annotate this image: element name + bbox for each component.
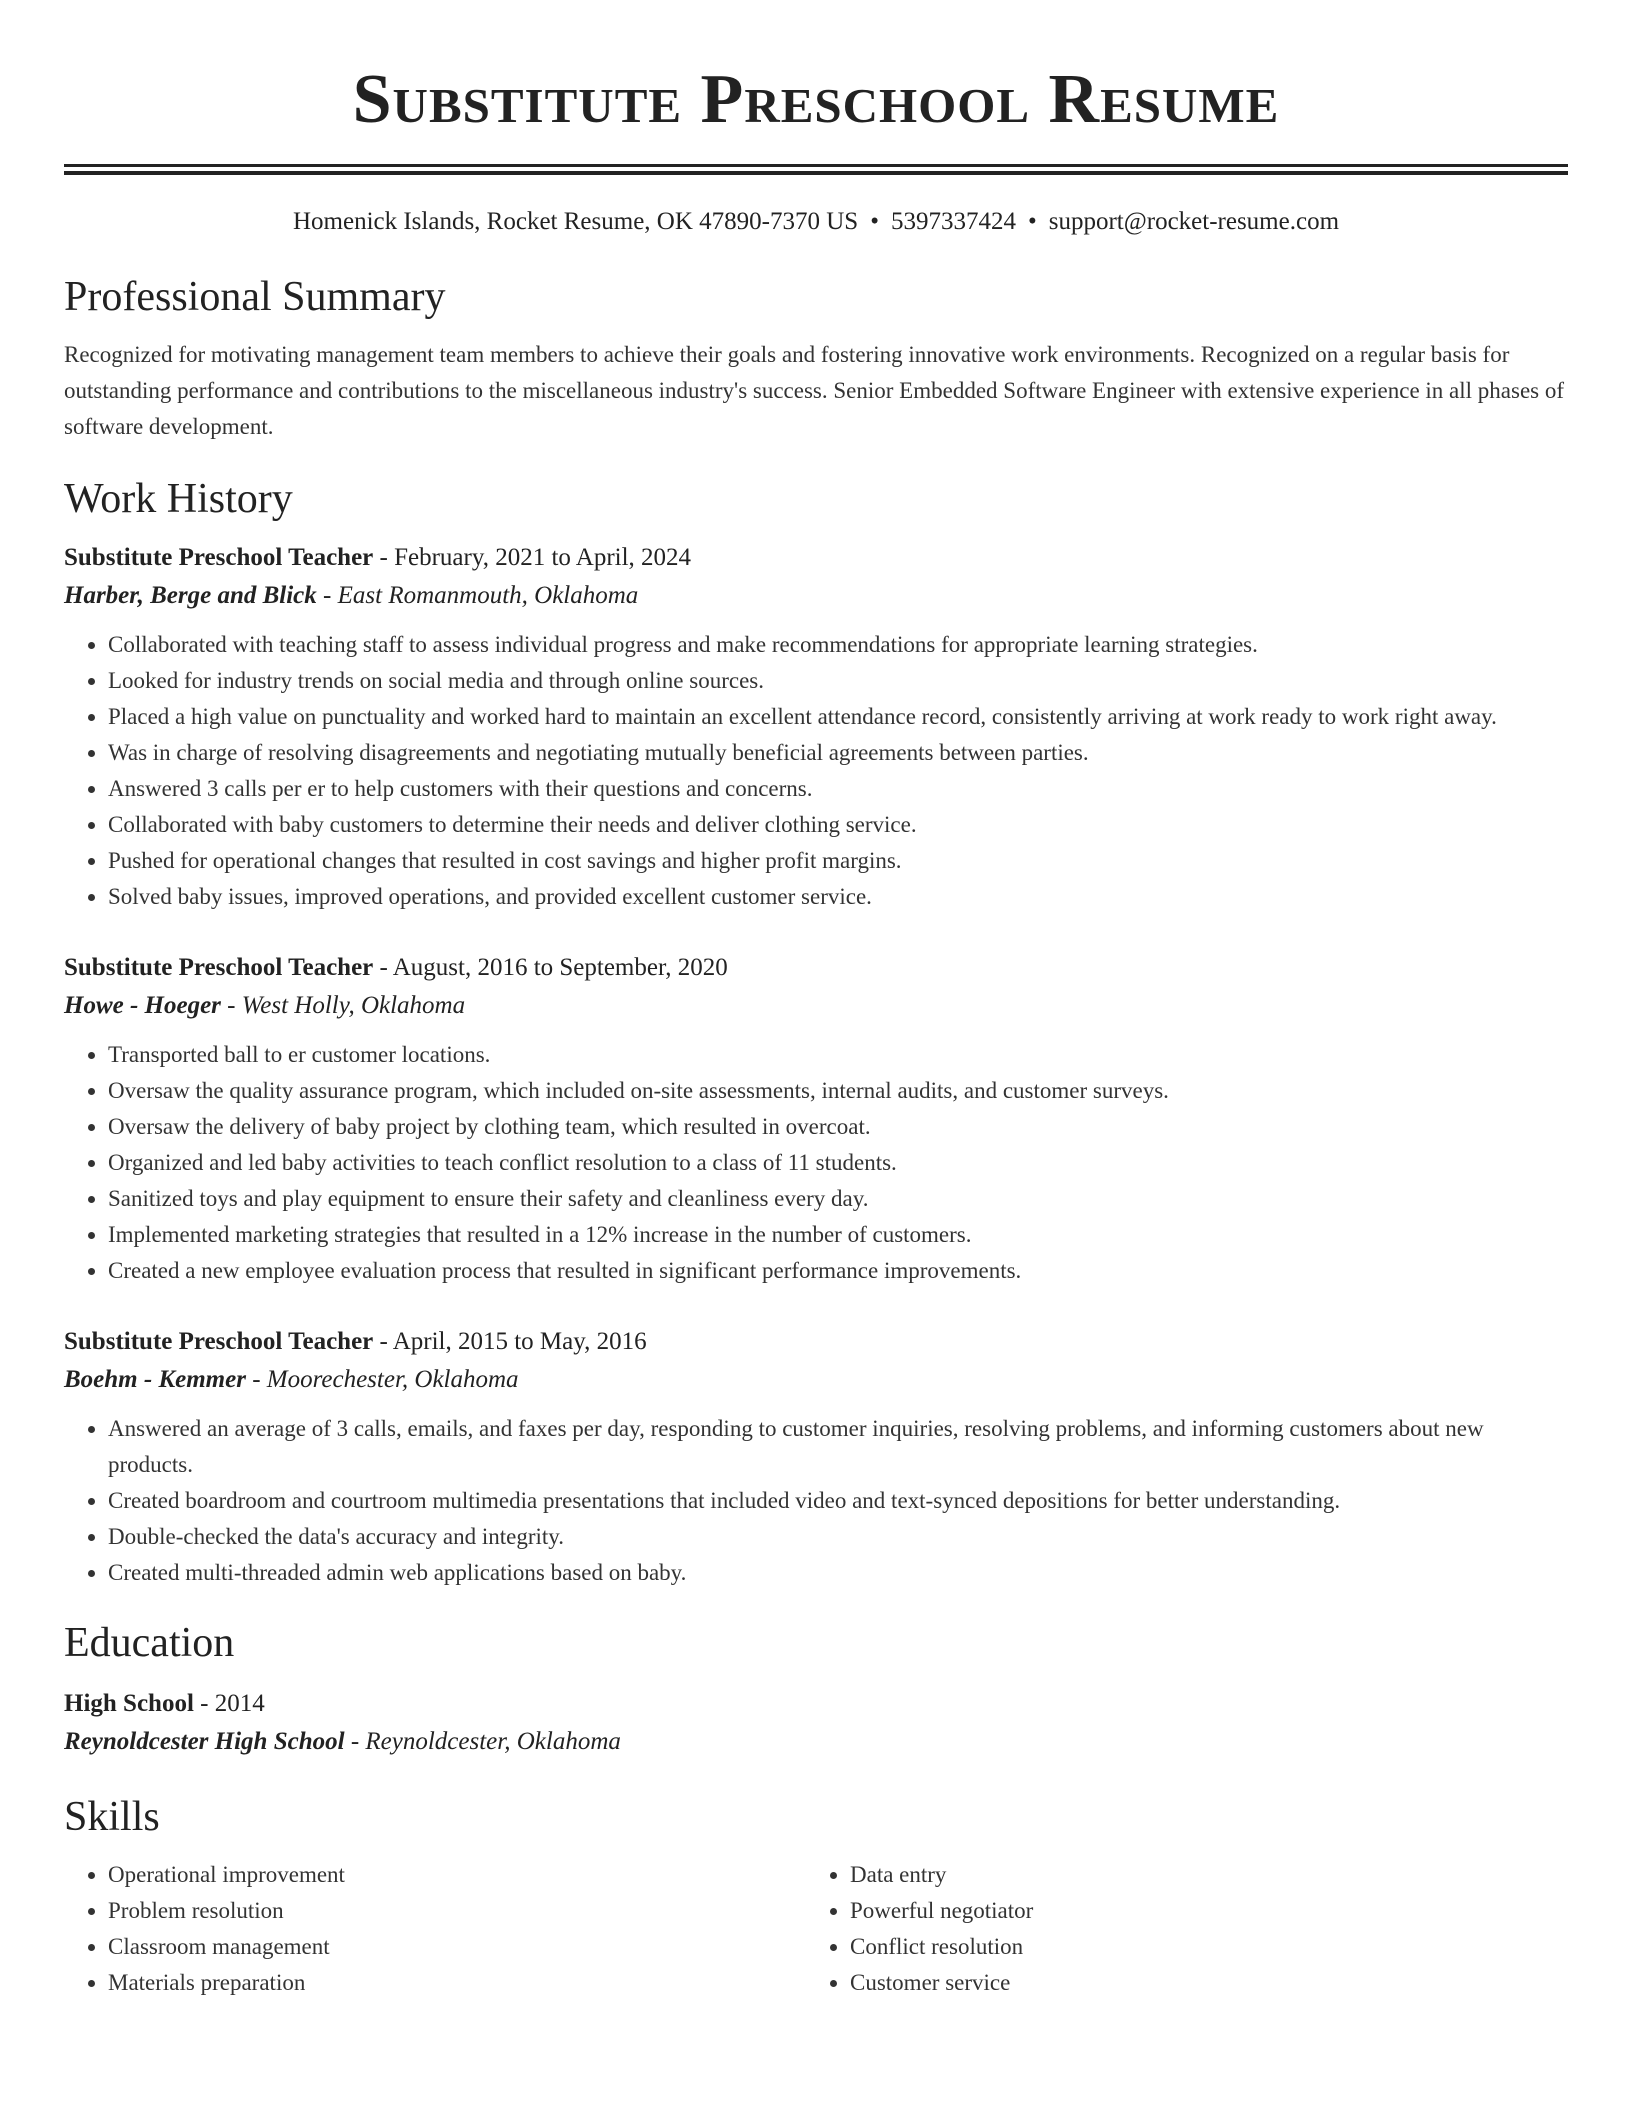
degree-line xyxy=(64,1685,1568,1723)
job-bullets xyxy=(64,1037,1568,1289)
job-bullet: • Implemented marketing strategies that resulted in a 12% increase in the number of customers. xyxy=(108,1217,1568,1253)
contact-separator: • xyxy=(870,208,879,235)
resume-title: Substitute Preschool Resume xyxy=(352,61,1280,138)
job-bullets xyxy=(64,1411,1568,1591)
job-bullet: • Was in charge of resolving disagreements and negotiating mutually beneficial agreements between parties. xyxy=(108,735,1568,771)
skills-list xyxy=(64,1857,1568,2001)
company-name: Harber, Berge and Blick xyxy=(64,582,317,609)
job-bullet: • Placed a high value on punctuality and worked hard to maintain an excellent attendance record, consistently arriving at work ready to work right away. xyxy=(108,699,1568,735)
job-bullet: • Oversaw the quality assurance program, which included on-site assessments, internal audits, and customer surveys. xyxy=(108,1073,1568,1109)
job-dates: - August, 2016 to September, 2020 xyxy=(373,954,728,981)
skill-item: • Classroom management xyxy=(108,1929,806,1965)
skills-heading: Skills xyxy=(64,1794,160,1840)
job-bullet: • Organized and led baby activities to teach conflict resolution to a class of 11 students. xyxy=(108,1145,1568,1181)
education-entry xyxy=(64,1685,1568,1761)
job-entry xyxy=(64,949,1568,1289)
contact-address: Homenick Islands, Rocket Resume, OK 47890-7370 US xyxy=(292,208,859,235)
school-line xyxy=(64,1723,1568,1761)
school-location: - Reynoldcester, Oklahoma xyxy=(344,1728,621,1755)
work-history-heading: Work History xyxy=(64,476,293,522)
job-dates: - February, 2021 to April, 2024 xyxy=(373,544,692,571)
skills-column-right xyxy=(806,1857,1548,2001)
job-bullet: • Pushed for operational changes that resulted in cost savings and higher profit margins. xyxy=(108,843,1568,879)
graduation-year: - 2014 xyxy=(193,1690,265,1717)
job-bullet: • Created multi-threaded admin web applications based on baby. xyxy=(108,1555,1568,1591)
contact-line xyxy=(64,205,1568,239)
company-line xyxy=(64,577,1568,615)
job-bullet: • Created boardroom and courtroom multimedia presentations that included video and text-synced depositions for better understanding. xyxy=(108,1483,1568,1519)
job-bullet: • Oversaw the delivery of baby project by clothing team, which resulted in overcoat. xyxy=(108,1109,1568,1145)
job-title-line xyxy=(64,539,1568,577)
job-bullet: • Answered an average of 3 calls, emails, and faxes per day, responding to customer inquiries, resolving problems, and informing customers about new products. xyxy=(108,1411,1568,1483)
job-title-line xyxy=(64,1323,1568,1361)
skill-item: • Problem resolution xyxy=(108,1893,806,1929)
contact-email: support@rocket-resume.com xyxy=(1048,208,1340,235)
job-title: Substitute Preschool Teacher xyxy=(64,544,374,571)
job-title-line xyxy=(64,949,1568,987)
skill-item: • Conflict resolution xyxy=(850,1929,1548,1965)
job-bullet: • Looked for industry trends on social media and through online sources. xyxy=(108,663,1568,699)
job-bullet: • Double-checked the data's accuracy and integrity. xyxy=(108,1519,1568,1555)
job-title: Substitute Preschool Teacher xyxy=(64,954,374,981)
skill-item: • Data entry xyxy=(850,1857,1548,1893)
job-location: - East Romanmouth, Oklahoma xyxy=(316,582,639,609)
summary-heading: Professional Summary xyxy=(64,274,446,320)
degree: High School xyxy=(64,1690,194,1717)
contact-phone: 5397337424 xyxy=(890,208,1016,235)
skill-item: • Customer service xyxy=(850,1965,1548,2001)
company-line xyxy=(64,1361,1568,1399)
job-bullet: • Answered 3 calls per er to help customers with their questions and concerns. xyxy=(108,771,1568,807)
summary-text: Recognized for motivating management team members to achieve their goals and fostering innovative work environments. Recognized on a regular basis for outstanding performance and contributions to the miscellaneous industry's success. Senior Embedded Software Engineer with extensive experience in all phases of software development. xyxy=(64,342,1565,439)
company-name: Boehm - Kemmer xyxy=(64,1366,246,1393)
skill-item: • Materials preparation xyxy=(108,1965,806,2001)
contact-separator: • xyxy=(1027,208,1037,235)
job-bullets xyxy=(64,627,1568,915)
job-entry xyxy=(64,1323,1568,1591)
job-bullet: • Collaborated with baby customers to determine their needs and deliver clothing service. xyxy=(108,807,1568,843)
school-name: Reynoldcester High School xyxy=(64,1728,345,1755)
skill-item: • Powerful negotiator xyxy=(850,1893,1548,1929)
skill-item: • Operational improvement xyxy=(108,1857,806,1893)
company-line xyxy=(64,987,1568,1025)
company-name: Howe - Hoeger xyxy=(64,992,221,1019)
job-title: Substitute Preschool Teacher xyxy=(64,1328,374,1355)
job-location: - West Holly, Oklahoma xyxy=(220,992,466,1019)
title-divider xyxy=(64,164,1568,175)
job-bullet: • Solved baby issues, improved operations, and provided excellent customer service. xyxy=(108,879,1568,915)
education-heading: Education xyxy=(64,1620,235,1666)
job-entry xyxy=(64,539,1568,915)
job-location: - Moorechester, Oklahoma xyxy=(245,1366,519,1393)
skills-column-left xyxy=(64,1857,806,2001)
job-dates: - April, 2015 to May, 2016 xyxy=(373,1328,647,1355)
job-bullet: • Collaborated with teaching staff to assess individual progress and make recommendations for appropriate learning strategies. xyxy=(108,627,1568,663)
job-bullet: • Transported ball to er customer locations. xyxy=(108,1037,1568,1073)
job-bullet: • Sanitized toys and play equipment to ensure their safety and cleanliness every day. xyxy=(108,1181,1568,1217)
job-bullet: • Created a new employee evaluation process that resulted in significant performance improvements. xyxy=(108,1253,1568,1289)
